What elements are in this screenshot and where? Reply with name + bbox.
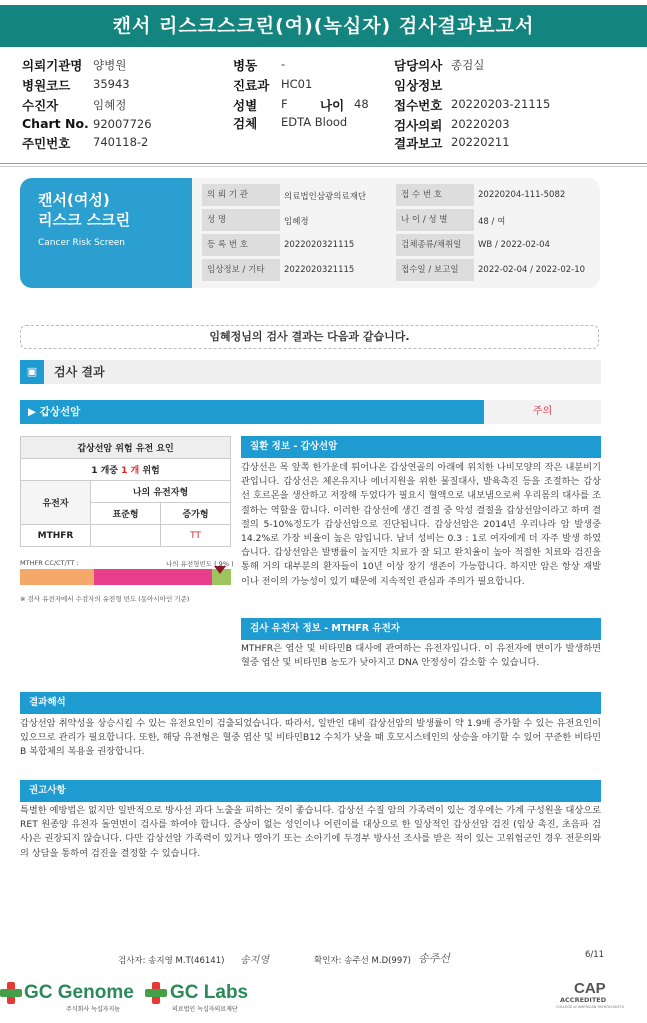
gene-table xyxy=(20,436,231,547)
disease-text: 갑상선은 목 앞쪽 한가운데 튀어나온 갑상연골의 아래에 위치한 나비모양의 작은 내분비기관입니다. 갑상선은 체온유지나 에너지원을 위한 물질대사, 발육촉진 등을 조절하는 갑상선 호르몬을 생산하고 저장해 두었다가 필요시 혈액으로 내보냄으로써 우리몸의 대사를 조절하는 역할을 합니다. 이러한 갑상선에 생긴 결절 중 악성 결절을 갑상선암이라고 하며 결절의 5-10%정도가 갑상선암으로 진단됩니다. 갑상선암은 2014년 우리나라 암 발생중 14.2%로 가장 비율이 높은 암입니다. 남녀 성비는 0.3 : 1로 여자에게 더 자주 발생 하였습니다. 갑상선암은 발병률이 높지만 치료가 잘 되고 완치율이 높아 적절한 치료와 검진을 통해 거의 대부분의 환자들이 10년 이상 장기 생존이 가능합니다. 하지만 암은 항상 재발이나 전이의 가능성이 있기 때문에 지속적인 관심과 주의가 필요합니다. xyxy=(241,462,601,587)
header-value: 20220203-21115 xyxy=(451,97,551,111)
tester-signature: 송지영 xyxy=(240,955,269,966)
header-value: F xyxy=(281,97,288,111)
col-standard: 표준형 xyxy=(91,503,161,525)
increased-value: TT xyxy=(161,525,231,547)
gc-cross-icon xyxy=(145,982,167,1004)
risk-bar xyxy=(20,569,231,585)
card-value: 2022020321115 xyxy=(284,240,355,250)
header-label: 진료과 xyxy=(233,78,270,93)
page-number: 6/11 xyxy=(585,950,605,960)
header-label: Chart No. xyxy=(22,116,89,131)
divider xyxy=(0,166,647,167)
card-title-2: 리스크 스크린 xyxy=(38,211,131,229)
header-label: 담당의사 xyxy=(394,58,443,73)
status-badge: 주의 xyxy=(484,400,601,424)
patient-header xyxy=(0,52,647,162)
card-key: 나 이 / 성 별 xyxy=(396,209,474,231)
header-label: 검체 xyxy=(233,116,258,131)
card-key: 의 뢰 기 관 xyxy=(202,184,280,206)
header-label: 임상정보 xyxy=(394,78,443,93)
card-value: 2022020321115 xyxy=(284,265,355,275)
confirmer-signature: 송주선 xyxy=(418,952,450,965)
gc-genome-logo: GC Genome xyxy=(24,982,134,1003)
header-label: 성별 xyxy=(233,98,258,113)
header-value: 92007726 xyxy=(93,117,152,131)
header-label: 결과보고 xyxy=(394,136,443,151)
gene-info-title: 검사 유전자 정보 - MTHFR 유전자 xyxy=(241,618,601,640)
header-value: 종검실 xyxy=(451,58,485,72)
header-value: 20220203 xyxy=(451,117,510,131)
risk-count-post: 위험 xyxy=(139,466,160,476)
header-value: HC01 xyxy=(281,77,313,91)
genotype-marker xyxy=(214,566,226,574)
item-bar xyxy=(20,400,601,424)
header-label: 주민번호 xyxy=(22,136,71,151)
advice-text: 특별한 예방법은 없지만 일반적으로 방사선 과다 노출을 피하는 것이 좋습니다. 갑상선 수질 암의 가족력이 있는 경우에는 가계 구성원을 대상으로 RET 원종양 유전자 돌연변이 검사를 하여야 합니다. 증상이 없는 성인이나 어린이를 대상으로 한 일상적인 갑상선암 검진 (임상 촉진, 초음파 검사)은 권장되지 않습니다. 다만 갑상선암 가족력이 있거나 영아기 또는 소아기에 두경부 방사선 조사를 받은 적이 있는 고위험군인 경우 전문의와의 상담을 통하여 검진을 결정할 수 있습니다. xyxy=(20,805,601,859)
col-increased: 증가형 xyxy=(161,503,231,525)
card-title-1: 캔서(여성) xyxy=(38,191,110,209)
col-my-genotype: 나의 유전자형 xyxy=(91,481,231,503)
card-key: 임상정보 / 기타 xyxy=(202,259,280,281)
header-value: - xyxy=(281,57,286,71)
header-label: 접수번호 xyxy=(394,98,443,113)
card-subtitle: Cancer Risk Screen xyxy=(38,238,126,248)
header-label: 의뢰기관명 xyxy=(22,58,83,73)
header-value: 740118-2 xyxy=(93,135,149,149)
card-key: 접수일 / 보고일 xyxy=(396,259,474,281)
section-header xyxy=(20,360,601,384)
interpretation-title: 결과해석 xyxy=(20,692,601,714)
gc-labs-logo: GC Labs xyxy=(170,982,249,1003)
confirmer: 확인자: 송주선 M.D(997) xyxy=(314,956,411,966)
advice-title: 권고사항 xyxy=(20,780,601,802)
header-label: 병동 xyxy=(233,58,258,73)
report-title: 캔서 리스크스크린(여)(녹십자) 검사결과보고서 xyxy=(0,5,647,47)
item-title: ▶ 갑상선암 xyxy=(28,406,81,418)
tester: 검사자: 송지영 M.T(46141) xyxy=(118,956,225,966)
risk-segment-hetero xyxy=(94,569,212,585)
gc-genome-sub: 주식회사 녹십자지놈 xyxy=(66,1006,121,1013)
divider xyxy=(0,163,647,164)
risk-bar-left-label: MTHFR CC/CT/TT : xyxy=(20,559,79,567)
card-key: 검체종류/채취일 xyxy=(396,234,474,256)
card-value: 48 / 여 xyxy=(478,217,506,227)
result-intro: 임혜정님의 검사 결과는 다음과 같습니다. xyxy=(20,325,599,349)
cap-small: COLLEGE of AMERICAN PATHOLOGISTS xyxy=(556,1005,624,1009)
card-value: 임혜정 xyxy=(284,217,309,227)
header-label: 수진자 xyxy=(22,98,59,113)
risk-segment-standard xyxy=(20,569,94,585)
risk-bar-right-label: 나의 유전형빈도 ( 9% ) xyxy=(166,560,234,568)
risk-count xyxy=(21,459,231,481)
info-card xyxy=(20,178,600,288)
header-value: 35943 xyxy=(93,77,130,91)
section-title: 검사 결과 xyxy=(54,365,105,379)
risk-count-num: 1 개 xyxy=(121,466,140,476)
age-value: 48 xyxy=(354,97,369,111)
cap-accredited: ACCREDITED xyxy=(560,996,607,1004)
header-value: 임혜정 xyxy=(93,98,127,112)
standard-value xyxy=(91,525,161,547)
col-gene: 유전자 xyxy=(21,481,91,525)
card-value: 2022-02-04 / 2022-02-10 xyxy=(478,265,586,275)
card-value: 의료법인삼광의료재단 xyxy=(284,192,367,202)
card-brand xyxy=(20,178,192,288)
interpretation-text: 갑상선암 취약성을 상승시킬 수 있는 유전요인이 검출되었습니다. 따라서, 일반인 대비 갑상선암의 발생률이 약 1.9배 증가할 수 있는 유전요인이 있으므로 관리가 필요합니다. 또한, 해당 유전형은 혈중 엽산 및 비타민B12 수치가 낮을 때 호모시스테인의 상승을 야기할 수 있어 꾸준한 비타민B 복합체의 복용을 권장합니다. xyxy=(20,718,601,758)
card-key: 등 록 번 호 xyxy=(202,234,280,256)
header-value: 양병원 xyxy=(93,58,127,72)
risk-note: ※ 검사 유전자에서 수검자의 유전형 빈도 (동아시아인 기준) xyxy=(20,595,190,603)
gene-table-header: 갑상선암 위험 유전 요인 xyxy=(21,437,231,459)
disease-title: 질환 정보 - 갑상선암 xyxy=(241,436,601,458)
header-value: EDTA Blood xyxy=(281,115,348,129)
card-value: 20220204-111-5082 xyxy=(478,190,566,200)
gc-labs-sub: 의료법인 녹십자의료재단 xyxy=(172,1006,238,1013)
header-value: 20220211 xyxy=(451,135,510,149)
header-label: 병원코드 xyxy=(22,78,71,93)
gene-info-text: MTHFR은 엽산 및 비타민B 대사에 관여하는 유전자입니다. 이 유전자에 변이가 발생하면 혈중 엽산 및 비타민B 농도가 낮아지고 DNA 안정성이 감소할 수 있습니다. xyxy=(241,643,601,669)
gene-name: MTHFR xyxy=(21,525,91,547)
risk-count-pre: 1 개중 xyxy=(91,466,122,476)
header-label: 검사의뢰 xyxy=(394,118,443,133)
gc-cross-icon xyxy=(0,982,22,1004)
card-value: WB / 2022-02-04 xyxy=(478,240,550,250)
age-label: 나이 xyxy=(320,98,345,113)
card-key: 접 수 번 호 xyxy=(396,184,474,206)
cap-logo: CAP xyxy=(574,980,606,997)
card-key: 성 명 xyxy=(202,209,280,231)
document-icon: ▣ xyxy=(20,360,44,384)
